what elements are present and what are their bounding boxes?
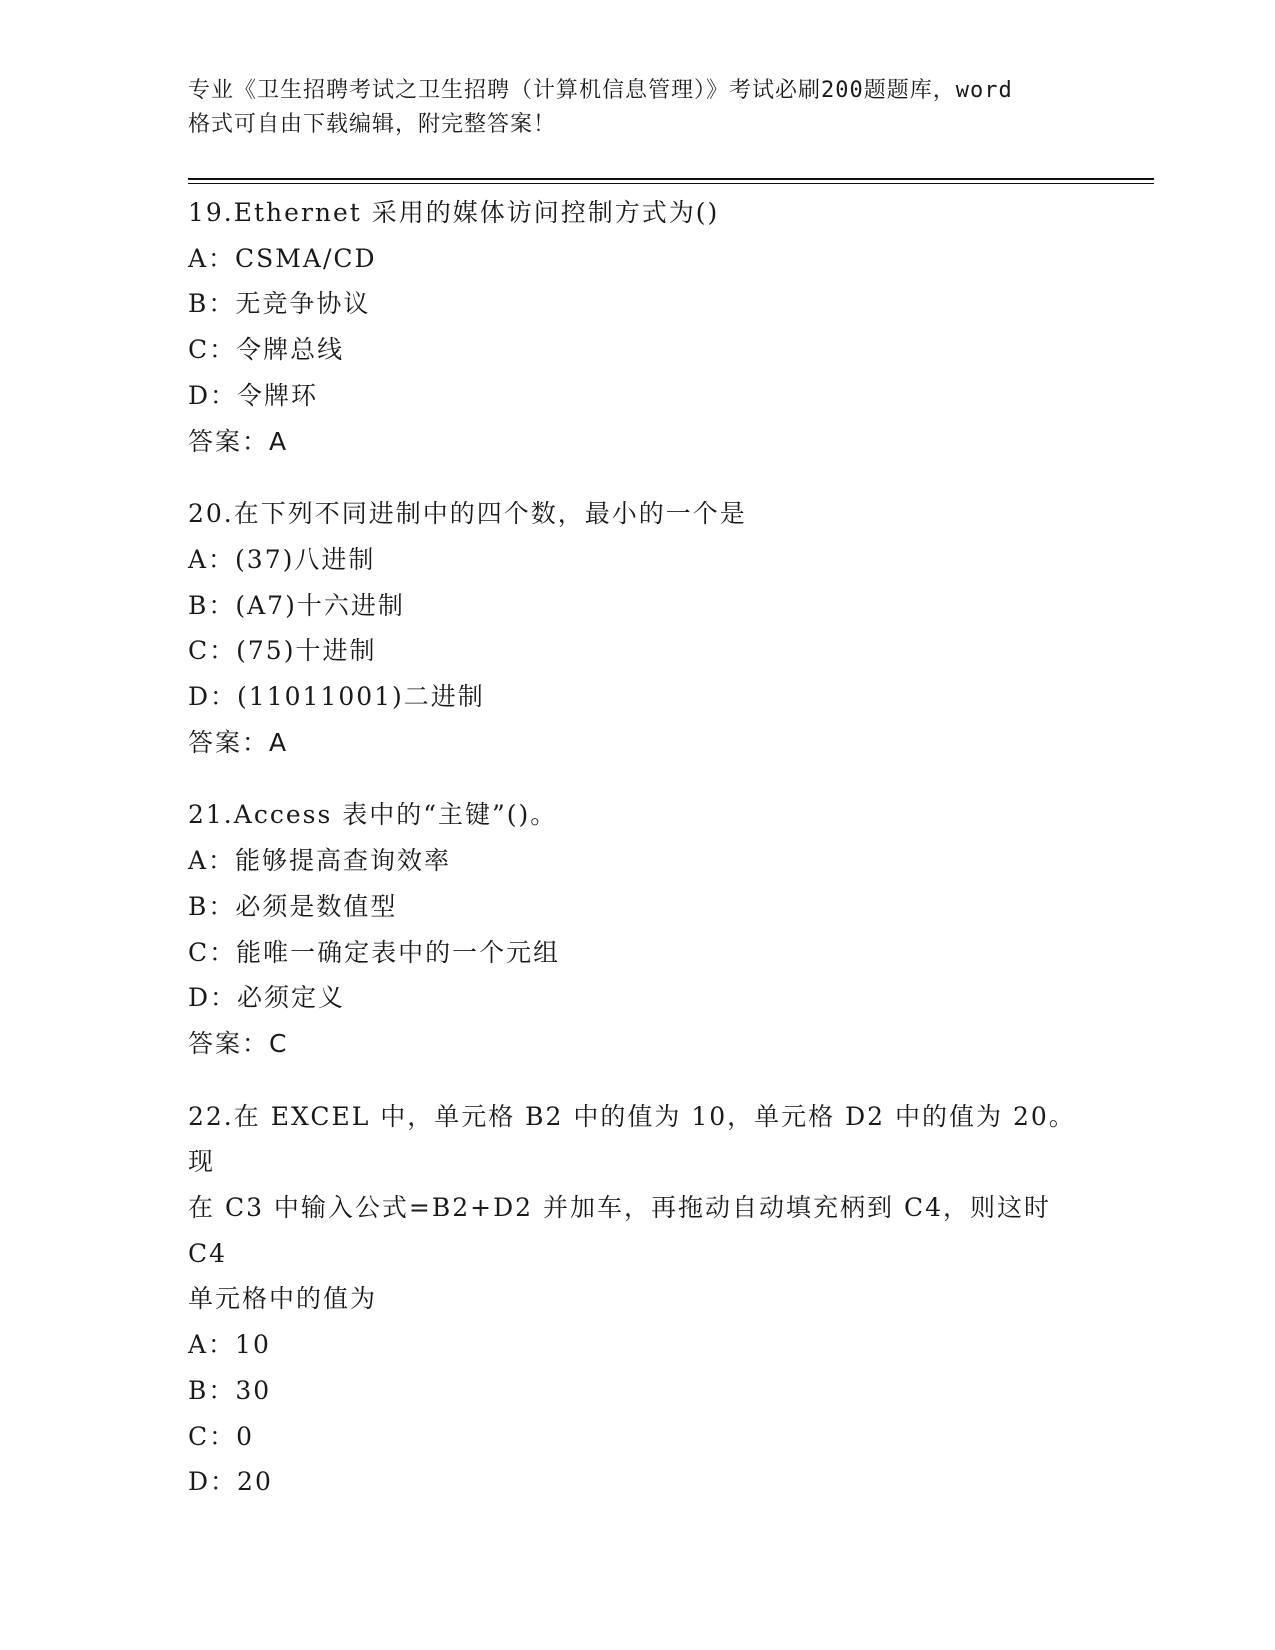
- question-20: [188, 491, 1088, 765]
- option-a: A：10: [188, 1330, 271, 1360]
- option-c: C：能唯一确定表中的一个元组: [188, 937, 561, 967]
- question-stem: 20.在下列不同进制中的四个数，最小的一个是: [188, 499, 747, 529]
- header-divider-thin: [188, 183, 1154, 184]
- header-line-2: 格式可自由下载编辑，附完整答案！: [188, 112, 557, 137]
- option-b: B：无竞争协议: [188, 289, 371, 319]
- header-divider-thick: [188, 178, 1154, 180]
- question-stem-line-2: 在 C3 中输入公式=B2+D2 并加车，再拖动自动填充柄到 C4，则这时 C4: [188, 1193, 1061, 1268]
- option-c: C：0: [188, 1421, 255, 1451]
- option-a: A：能够提高查询效率: [188, 846, 452, 876]
- option-d: D：20: [188, 1467, 273, 1497]
- question-stem: 21.Access 表中的“主键”()。: [188, 800, 558, 830]
- option-d: D：必须定义: [188, 983, 346, 1013]
- question-19: [188, 190, 1088, 464]
- question-list: [188, 190, 1088, 1532]
- question-stem: 19.Ethernet 采用的媒体访问控制方式为(): [188, 198, 720, 227]
- option-b: B：(A7)十六进制: [188, 590, 405, 620]
- document-header: [188, 74, 1088, 142]
- option-c: C：令牌总线: [188, 335, 345, 365]
- option-b: B：30: [188, 1375, 272, 1405]
- header-line-1: 专业《卫生招聘考试之卫生招聘（计算机信息管理）》考试必刷200题题库，word: [188, 78, 1013, 103]
- option-a: A：(37)八进制: [188, 544, 376, 574]
- option-a: A：CSMA/CD: [188, 243, 377, 273]
- question-stem-line-1: 22.在 EXCEL 中，单元格 B2 中的值为 10，单元格 D2 中的值为 20。现: [188, 1101, 1076, 1177]
- question-22: [188, 1094, 1088, 1505]
- answer-line: 答案：A: [188, 727, 289, 757]
- question-stem-line-3: 单元格中的值为: [188, 1284, 378, 1314]
- option-d: D：(11011001)二进制: [188, 682, 485, 712]
- option-d: D：令牌环: [188, 380, 319, 410]
- answer-line: 答案：C: [188, 1028, 289, 1058]
- option-c: C：(75)十进制: [188, 636, 377, 666]
- answer-line: 答案：A: [188, 426, 289, 456]
- option-b: B：必须是数值型: [188, 891, 398, 921]
- question-21: [188, 792, 1088, 1066]
